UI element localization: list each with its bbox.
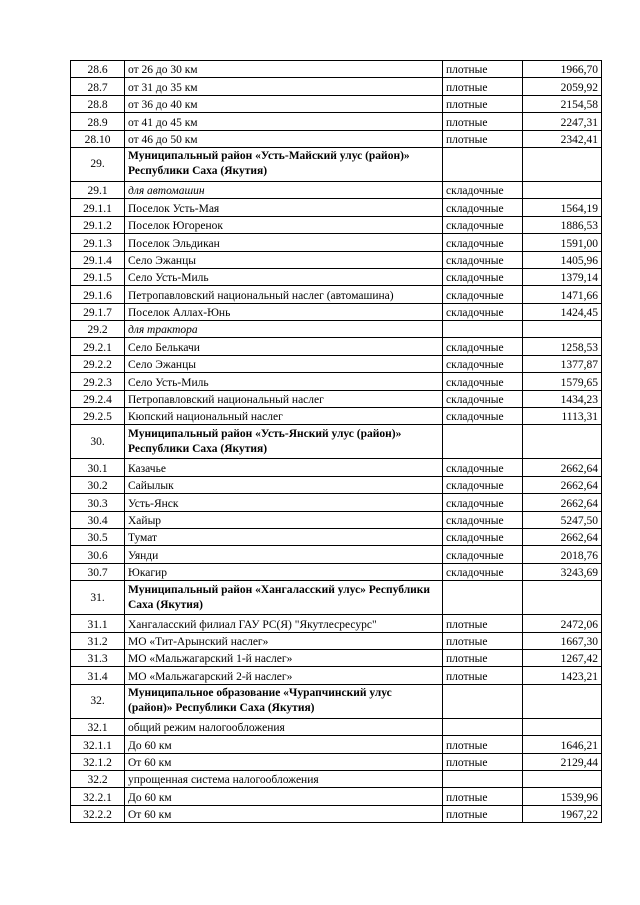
row-name-cell: Усть-Янск bbox=[125, 494, 443, 511]
table-row bbox=[71, 632, 602, 649]
row-name-cell: Кюпский национальный наслег bbox=[125, 408, 443, 425]
row-name-cell: Поселок Югоренок bbox=[125, 216, 443, 233]
row-value-cell: 1434,23 bbox=[523, 390, 602, 407]
table-row bbox=[71, 563, 602, 580]
row-value-cell: 1423,21 bbox=[523, 667, 602, 684]
row-name-cell: Село Белькачи bbox=[125, 338, 443, 355]
row-type-cell: плотные bbox=[443, 95, 523, 112]
row-number-cell: 29.1.5 bbox=[71, 268, 125, 285]
row-number-cell: 31.4 bbox=[71, 667, 125, 684]
row-type-cell: складочные bbox=[443, 528, 523, 545]
table-row bbox=[71, 268, 602, 285]
row-name-cell: Село Усть-Миль bbox=[125, 268, 443, 285]
table-row bbox=[71, 373, 602, 390]
row-value-cell: 1967,22 bbox=[523, 805, 602, 822]
row-value-cell: 1405,96 bbox=[523, 251, 602, 268]
row-number-cell: 29.1.3 bbox=[71, 234, 125, 251]
table-row bbox=[71, 528, 602, 545]
row-number-cell: 30.6 bbox=[71, 546, 125, 563]
row-number-cell: 28.7 bbox=[71, 78, 125, 95]
table-row bbox=[71, 425, 602, 459]
row-type-cell: складочные bbox=[443, 199, 523, 216]
row-name-cell: для трактора bbox=[125, 321, 443, 338]
table-row bbox=[71, 459, 602, 476]
row-number-cell: 32.1.1 bbox=[71, 736, 125, 753]
row-number-cell: 28.6 bbox=[71, 61, 125, 78]
table-row bbox=[71, 649, 602, 666]
row-type-cell: складочные bbox=[443, 234, 523, 251]
row-type-cell: складочные bbox=[443, 303, 523, 320]
row-name-cell: от 26 до 30 км bbox=[125, 61, 443, 78]
row-name-cell: До 60 км bbox=[125, 736, 443, 753]
table-row bbox=[71, 805, 602, 822]
table-row bbox=[71, 251, 602, 268]
row-number-cell: 30.5 bbox=[71, 528, 125, 545]
table-row bbox=[71, 199, 602, 216]
table-row bbox=[71, 181, 602, 198]
row-type-cell bbox=[443, 581, 523, 615]
row-type-cell bbox=[443, 770, 523, 787]
row-type-cell: складочные bbox=[443, 390, 523, 407]
table-row bbox=[71, 736, 602, 753]
row-name-cell: МО «Мальжагарский 2-й наслег» bbox=[125, 667, 443, 684]
row-number-cell: 29.2.5 bbox=[71, 408, 125, 425]
row-value-cell: 1539,96 bbox=[523, 788, 602, 805]
row-number-cell: 30.7 bbox=[71, 563, 125, 580]
row-number-cell: 29.2.2 bbox=[71, 355, 125, 372]
row-value-cell: 2472,06 bbox=[523, 615, 602, 632]
row-value-cell: 1379,14 bbox=[523, 268, 602, 285]
table-row bbox=[71, 286, 602, 303]
row-type-cell: складочные bbox=[443, 476, 523, 493]
row-value-cell: 2247,31 bbox=[523, 113, 602, 130]
row-type-cell: плотные bbox=[443, 615, 523, 632]
table-row bbox=[71, 494, 602, 511]
row-number-cell: 32.1.2 bbox=[71, 753, 125, 770]
row-value-cell bbox=[523, 770, 602, 787]
row-type-cell: складочные bbox=[443, 251, 523, 268]
row-value-cell: 1667,30 bbox=[523, 632, 602, 649]
row-number-cell: 29.2.1 bbox=[71, 338, 125, 355]
row-number-cell: 32.2.2 bbox=[71, 805, 125, 822]
table-row bbox=[71, 61, 602, 78]
row-type-cell: плотные bbox=[443, 649, 523, 666]
row-name-cell: МО «Тит-Арынский наслег» bbox=[125, 632, 443, 649]
row-number-cell: 29. bbox=[71, 147, 125, 181]
table-row bbox=[71, 476, 602, 493]
row-value-cell: 2154,58 bbox=[523, 95, 602, 112]
table-row bbox=[71, 147, 602, 181]
table-row bbox=[71, 303, 602, 320]
row-number-cell: 30.3 bbox=[71, 494, 125, 511]
row-name-cell: для автомашин bbox=[125, 181, 443, 198]
table-row bbox=[71, 78, 602, 95]
row-value-cell: 1471,66 bbox=[523, 286, 602, 303]
table-row bbox=[71, 581, 602, 615]
row-type-cell bbox=[443, 684, 523, 718]
row-number-cell: 30.4 bbox=[71, 511, 125, 528]
table-row bbox=[71, 113, 602, 130]
table-row bbox=[71, 95, 602, 112]
row-name-cell: Тумат bbox=[125, 528, 443, 545]
row-type-cell: складочные bbox=[443, 216, 523, 233]
row-type-cell: складочные bbox=[443, 494, 523, 511]
row-value-cell: 2342,41 bbox=[523, 130, 602, 147]
table-row bbox=[71, 408, 602, 425]
row-name-cell: Поселок Эльдикан bbox=[125, 234, 443, 251]
row-type-cell: складочные bbox=[443, 408, 523, 425]
row-value-cell bbox=[523, 147, 602, 181]
row-value-cell: 1966,70 bbox=[523, 61, 602, 78]
row-number-cell: 28.8 bbox=[71, 95, 125, 112]
row-number-cell: 29.1.6 bbox=[71, 286, 125, 303]
row-name-cell: От 60 км bbox=[125, 805, 443, 822]
row-value-cell bbox=[523, 321, 602, 338]
row-value-cell: 1564,19 bbox=[523, 199, 602, 216]
row-number-cell: 29.2.4 bbox=[71, 390, 125, 407]
row-number-cell: 28.9 bbox=[71, 113, 125, 130]
table-row bbox=[71, 234, 602, 251]
row-type-cell: плотные bbox=[443, 78, 523, 95]
row-number-cell: 31.1 bbox=[71, 615, 125, 632]
row-number-cell: 31.3 bbox=[71, 649, 125, 666]
row-name-cell: МО «Мальжагарский 1-й наслег» bbox=[125, 649, 443, 666]
row-type-cell: складочные bbox=[443, 563, 523, 580]
row-name-cell: от 41 до 45 км bbox=[125, 113, 443, 130]
table-row bbox=[71, 511, 602, 528]
table-row bbox=[71, 770, 602, 787]
row-value-cell: 2662,64 bbox=[523, 494, 602, 511]
row-type-cell: складочные bbox=[443, 338, 523, 355]
row-type-cell: плотные bbox=[443, 753, 523, 770]
row-number-cell: 32.2 bbox=[71, 770, 125, 787]
table-row bbox=[71, 667, 602, 684]
row-name-cell: общий режим налогообложения bbox=[125, 718, 443, 735]
row-name-cell: Казачье bbox=[125, 459, 443, 476]
row-type-cell: складочные bbox=[443, 181, 523, 198]
row-type-cell: плотные bbox=[443, 632, 523, 649]
row-value-cell: 1646,21 bbox=[523, 736, 602, 753]
row-type-cell: плотные bbox=[443, 61, 523, 78]
table-row bbox=[71, 718, 602, 735]
row-name-cell: От 60 км bbox=[125, 753, 443, 770]
row-type-cell bbox=[443, 321, 523, 338]
row-value-cell: 1377,87 bbox=[523, 355, 602, 372]
row-value-cell: 2059,92 bbox=[523, 78, 602, 95]
row-number-cell: 28.10 bbox=[71, 130, 125, 147]
row-value-cell bbox=[523, 181, 602, 198]
row-type-cell: складочные bbox=[443, 459, 523, 476]
row-value-cell: 1258,53 bbox=[523, 338, 602, 355]
row-type-cell: складочные bbox=[443, 511, 523, 528]
row-name-cell: Муниципальный район «Хангаласский улус» Республики Саха (Якутия) bbox=[125, 581, 443, 615]
row-name-cell: Хангаласский филиал ГАУ РС(Я) "Якутлесресурс" bbox=[125, 615, 443, 632]
row-type-cell bbox=[443, 718, 523, 735]
table-row bbox=[71, 321, 602, 338]
row-name-cell: Село Эжанцы bbox=[125, 355, 443, 372]
row-value-cell: 2662,64 bbox=[523, 459, 602, 476]
table-row bbox=[71, 390, 602, 407]
row-name-cell: Петропавловский национальный наслег bbox=[125, 390, 443, 407]
row-type-cell: плотные bbox=[443, 736, 523, 753]
row-number-cell: 29.2.3 bbox=[71, 373, 125, 390]
table-row bbox=[71, 216, 602, 233]
row-type-cell: плотные bbox=[443, 113, 523, 130]
row-value-cell bbox=[523, 425, 602, 459]
row-number-cell: 30.1 bbox=[71, 459, 125, 476]
row-value-cell: 2662,64 bbox=[523, 476, 602, 493]
row-value-cell bbox=[523, 581, 602, 615]
row-value-cell: 2129,44 bbox=[523, 753, 602, 770]
row-name-cell: Хайыр bbox=[125, 511, 443, 528]
row-number-cell: 29.1.7 bbox=[71, 303, 125, 320]
row-name-cell: от 46 до 50 км bbox=[125, 130, 443, 147]
row-name-cell: Муниципальное образование «Чурапчинский улус (район)» Республики Саха (Якутия) bbox=[125, 684, 443, 718]
row-name-cell: Муниципальный район «Усть-Янский улус (район)» Республики Саха (Якутия) bbox=[125, 425, 443, 459]
row-type-cell: плотные bbox=[443, 788, 523, 805]
row-name-cell: Юкагир bbox=[125, 563, 443, 580]
row-value-cell: 2662,64 bbox=[523, 528, 602, 545]
row-name-cell: До 60 км bbox=[125, 788, 443, 805]
price-table bbox=[70, 60, 602, 823]
table-row bbox=[71, 338, 602, 355]
row-type-cell: плотные bbox=[443, 130, 523, 147]
row-value-cell bbox=[523, 684, 602, 718]
row-value-cell: 1267,42 bbox=[523, 649, 602, 666]
row-value-cell: 2018,76 bbox=[523, 546, 602, 563]
table-row bbox=[71, 684, 602, 718]
row-value-cell: 1886,53 bbox=[523, 216, 602, 233]
row-number-cell: 29.1.2 bbox=[71, 216, 125, 233]
table-row bbox=[71, 355, 602, 372]
row-type-cell bbox=[443, 425, 523, 459]
row-value-cell: 3243,69 bbox=[523, 563, 602, 580]
row-number-cell: 30. bbox=[71, 425, 125, 459]
row-value-cell: 5247,50 bbox=[523, 511, 602, 528]
row-number-cell: 29.2 bbox=[71, 321, 125, 338]
row-type-cell: складочные bbox=[443, 546, 523, 563]
row-type-cell bbox=[443, 147, 523, 181]
row-name-cell: Село Эжанцы bbox=[125, 251, 443, 268]
row-name-cell: Село Усть-Миль bbox=[125, 373, 443, 390]
table-row bbox=[71, 753, 602, 770]
row-type-cell: плотные bbox=[443, 805, 523, 822]
row-name-cell: Поселок Усть-Мая bbox=[125, 199, 443, 216]
row-value-cell: 1424,45 bbox=[523, 303, 602, 320]
price-table-body bbox=[71, 61, 602, 823]
row-name-cell: Муниципальный район «Усть-Майский улус (район)» Республики Саха (Якутия) bbox=[125, 147, 443, 181]
row-type-cell: складочные bbox=[443, 268, 523, 285]
row-name-cell: от 36 до 40 км bbox=[125, 95, 443, 112]
row-number-cell: 29.1 bbox=[71, 181, 125, 198]
row-name-cell: Уянди bbox=[125, 546, 443, 563]
row-type-cell: складочные bbox=[443, 286, 523, 303]
table-row bbox=[71, 546, 602, 563]
row-name-cell: упрощенная система налогообложения bbox=[125, 770, 443, 787]
row-name-cell: Петропавловский национальный наслег (автомашина) bbox=[125, 286, 443, 303]
row-number-cell: 32.1 bbox=[71, 718, 125, 735]
row-name-cell: от 31 до 35 км bbox=[125, 78, 443, 95]
row-value-cell: 1113,31 bbox=[523, 408, 602, 425]
row-name-cell: Сайылык bbox=[125, 476, 443, 493]
row-number-cell: 30.2 bbox=[71, 476, 125, 493]
row-number-cell: 32.2.1 bbox=[71, 788, 125, 805]
row-number-cell: 31.2 bbox=[71, 632, 125, 649]
row-value-cell: 1579,65 bbox=[523, 373, 602, 390]
row-type-cell: плотные bbox=[443, 667, 523, 684]
table-row bbox=[71, 615, 602, 632]
row-value-cell: 1591,00 bbox=[523, 234, 602, 251]
row-number-cell: 32. bbox=[71, 684, 125, 718]
row-type-cell: складочные bbox=[443, 355, 523, 372]
row-name-cell: Поселок Аллах-Юнь bbox=[125, 303, 443, 320]
row-number-cell: 31. bbox=[71, 581, 125, 615]
row-number-cell: 29.1.4 bbox=[71, 251, 125, 268]
row-number-cell: 29.1.1 bbox=[71, 199, 125, 216]
table-row bbox=[71, 788, 602, 805]
row-value-cell bbox=[523, 718, 602, 735]
row-type-cell: складочные bbox=[443, 373, 523, 390]
table-row bbox=[71, 130, 602, 147]
